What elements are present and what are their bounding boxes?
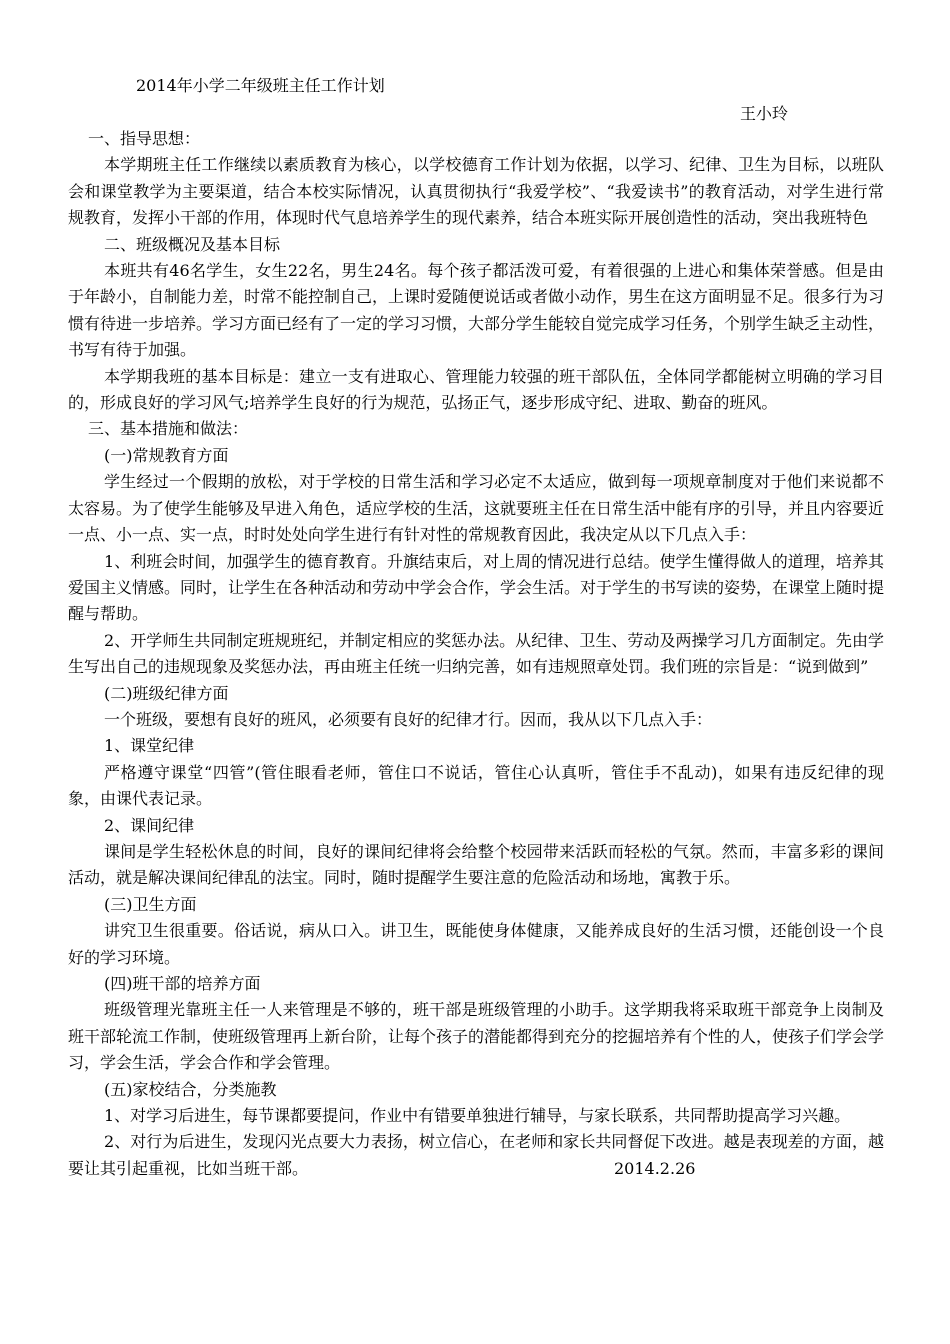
paragraph: 班级管理光靠班主任一人来管理是不够的，班干部是班级管理的小助手。这学期我将采取班干部竞争上岗制及班干部轮流工作制，使班级管理再上新台阶，让每个孩子的潜能都得到充分的挖掘培养有个性的人，使孩子们学会学习，学会生活，学会合作和学会管理。 xyxy=(68,1000,885,1073)
document-date: 2014.2.26 xyxy=(614,1158,696,1178)
author-name: 王小玲 xyxy=(740,104,789,123)
subheading-class-cadres: (四)班干部的培养方面 xyxy=(104,974,261,993)
subheading-home-school: (五)家校结合，分类施教 xyxy=(104,1079,277,1099)
paragraph: 1、利班会时间，加强学生的德育教育。升旗结束后，对上周的情况进行总结。使学生懂得做人的道理，培养其爱国主义情感。同时，让学生在各种活动和劳动中学会合作，学会生活。对于学生的书写读的姿势，在课堂上随时提醒与帮助。 xyxy=(68,551,885,624)
heading-class-overview: 二、班级概况及基本目标 xyxy=(104,234,281,254)
paragraph-last xyxy=(68,1129,884,1182)
document-body xyxy=(68,126,884,1182)
heading-guiding-ideology: 一、指导思想： xyxy=(88,129,201,148)
paragraph: 讲究卫生很重要。俗话说，病从口入。讲卫生，既能使身体健康，又能养成良好的生活习惯，还能创设一个良好的学习环境。 xyxy=(68,921,884,967)
paragraph: 一个班级，要想有良好的班风，必须要有良好的纪律才行。因而，我从以下几点入手： xyxy=(104,709,713,729)
paragraph: 本学期班主任工作继续以素质教育为核心，以学校德育工作计划为依据，以学习、纪律、卫生为目标，以班队会和课堂教学为主要渠道，结合本校实际情况，认真贯彻执行“我爱学校”、“我爱读书”的教育活动，对学生进行常规教育，发挥小干部的作用，体现时代气息培养学生的现代素养，结合本班实际开展创造性的活动，突出我班特色 xyxy=(68,155,884,228)
paragraph: 课间是学生轻松休息的时间，良好的课间纪律将会给整个校园带来活跃而轻松的气氛。然而，丰富多彩的课间活动，就是解决课间纪律乱的法宝。同时，随时提醒学生要注意的危险活动和场地，寓教于乐。 xyxy=(68,841,884,888)
paragraph: 严格遵守课堂“四管”(管住眼看老师，管住口不说话，管住心认真听，管住手不乱动)，如果有违反纪律的现象，由课代表记录。 xyxy=(68,762,884,809)
paragraph: 1、课堂纪律 xyxy=(104,736,195,756)
subheading-routine-education: (一)常规教育方面 xyxy=(104,445,229,465)
paragraph: 2、课间纪律 xyxy=(104,815,195,835)
subheading-hygiene: (三)卫生方面 xyxy=(104,894,197,914)
paragraph: 本班共有46名学生，女生22名，男生24名。每个孩子都活泼可爱，有着很强的上进心和集体荣誉感。但是由于年龄小，自制能力差，时常不能控制自己，上课时爱随便说话或者做小动作，男生在这方面明显不足。很多行为习惯有待进一步培养。学习方面已经有了一定的学习习惯，大部分学生能较自觉完成学习任务，个别学生缺乏主动性，书写有待于加强。 xyxy=(68,261,885,360)
heading-measures: 三、基本措施和做法： xyxy=(88,419,249,439)
paragraph: 2、开学师生共同制定班规班纪，并制定相应的奖惩办法。从纪律、卫生、劳动及两操学习几方面制定。先由学生写出自己的违规现象及奖惩办法，再由班主任统一归纳完善，如有违规照章处罚。我们班的宗旨是：“说到做到” xyxy=(68,630,884,677)
paragraph: 学生经过一个假期的放松，对于学校的日常生活和学习必定不太适应，做到每一项规章制度对于他们来说都不太容易。为了使学生能够及早进入角色，适应学校的生活，这就要班主任在日常生活中能有序的引导，并且内容要近一点、小一点、实一点，时时处处向学生进行有针对性的常规教育因此，我决定从以下几点入手： xyxy=(68,472,885,545)
paragraph: 1、对学习后进生，每节课都要提问，作业中有错要单独进行辅导，与家长联系，共同帮助提高学习兴趣。 xyxy=(104,1106,851,1126)
paragraph: 本学期我班的基本目标是：建立一支有进取心、管理能力较强的班干部队伍，全体同学都能树立明确的学习目的，形成良好的学习风气;培养学生良好的行为规范，弘扬正气，逐步形成守纪、进取、勤奋的班风。 xyxy=(68,366,884,413)
subheading-class-discipline: (二)班级纪律方面 xyxy=(104,683,229,703)
paragraph-text: 2、对行为后进生，发现闪光点要大力表扬，树立信心，在老师和家长共同督促下改进。越是表现差的方面，越要让其引起重视，比如当班干部。 xyxy=(68,1132,884,1178)
document-title: 2014年小学二年级班主任工作计划 xyxy=(136,76,385,95)
